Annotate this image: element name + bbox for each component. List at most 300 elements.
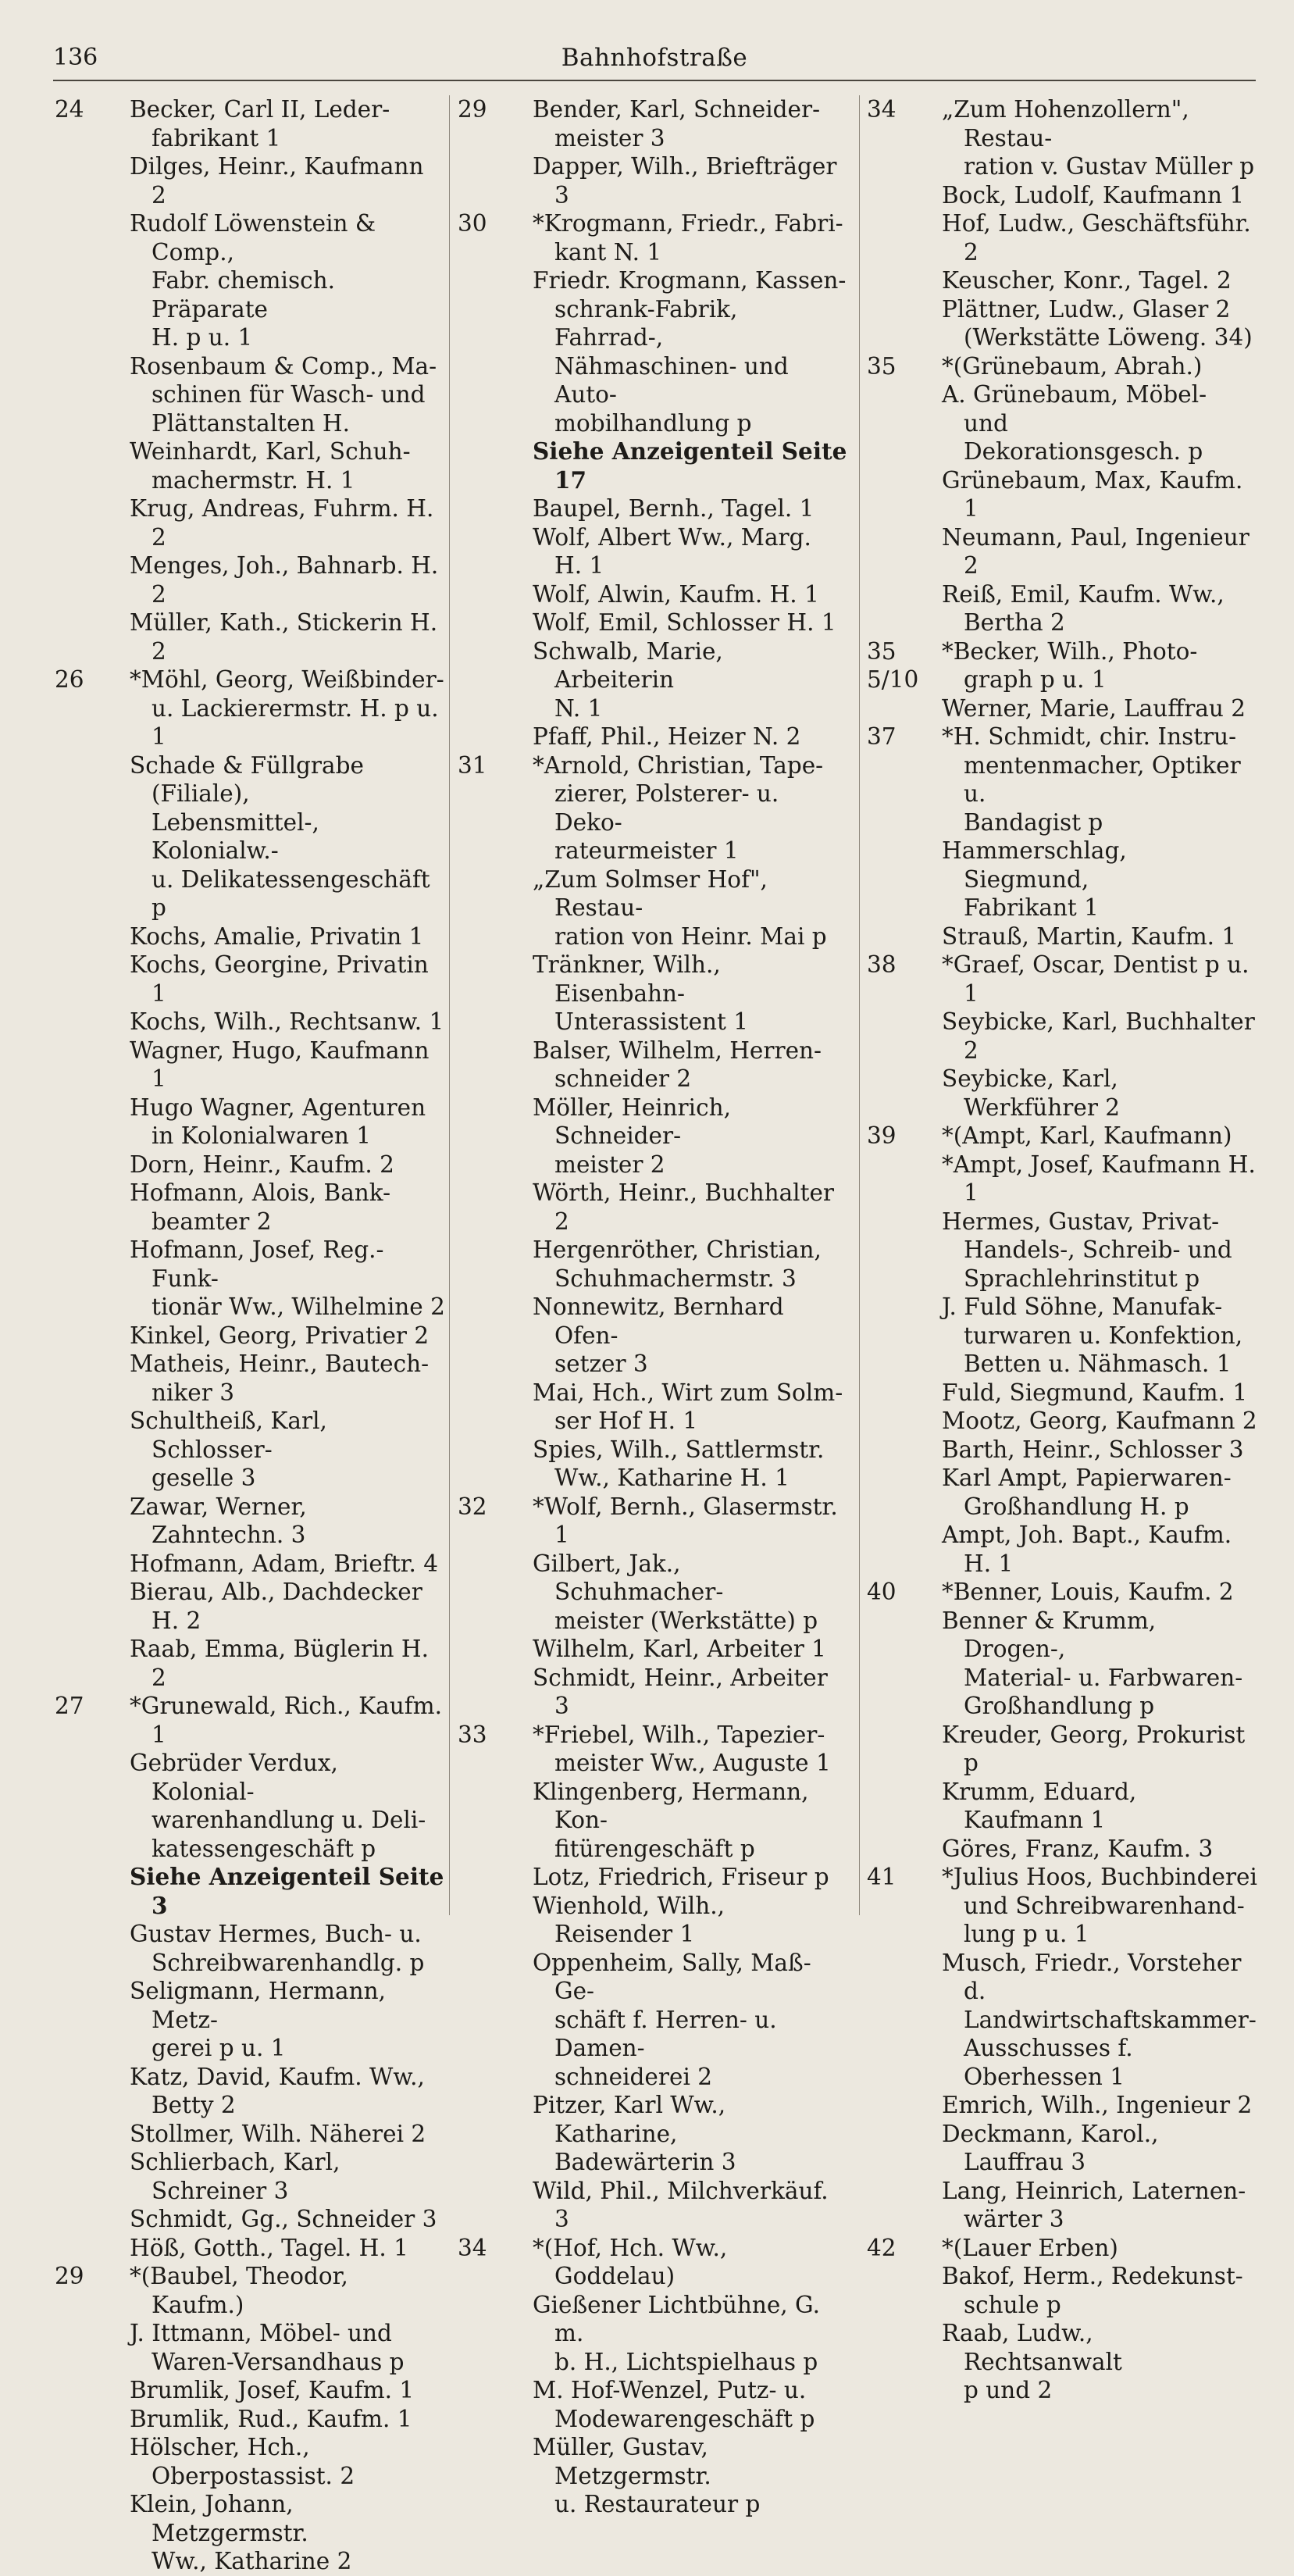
directory-entry xyxy=(867,295,1257,324)
entry-text: Wienhold, Wilh., Reisender 1 xyxy=(533,1892,725,1947)
directory-entry xyxy=(55,2120,445,2149)
directory-entry xyxy=(55,1122,445,1151)
directory-entry xyxy=(458,1436,848,1465)
entry-text: Modewarengeschäft p xyxy=(554,2405,815,2432)
directory-entry xyxy=(867,2091,1257,2120)
entry-text: Hofmann, Alois, Bank- xyxy=(130,1179,391,1206)
entry-text: Schultheiß, Karl, Schlosser- xyxy=(130,1408,327,1463)
entry-text: Mai, Hch., Wirt zum Solm- xyxy=(533,1379,843,1406)
house-number: 40 xyxy=(867,1579,897,1605)
entry-text: Seligmann, Hermann, Metz- xyxy=(130,1978,386,2033)
entry-text: *H. Schmidt, chir. Instru- xyxy=(942,723,1237,750)
directory-entry xyxy=(867,1835,1257,1864)
entry-text: *Friebel, Wilh., Tapezier- xyxy=(533,1721,825,1748)
entry-text: Betten u. Nähmasch. 1 xyxy=(964,1350,1232,1377)
directory-entry xyxy=(458,1036,848,1065)
entry-text: ser Hof H. 1 xyxy=(554,1408,698,1434)
directory-entry xyxy=(55,95,445,124)
entry-text: Fabrikant 1 xyxy=(964,894,1099,921)
entry-text: Matheis, Heinr., Bautech- xyxy=(130,1350,430,1377)
house-number: 26 xyxy=(55,666,84,693)
directory-entry xyxy=(55,1208,445,1236)
entry-text: katessengeschäft p xyxy=(152,1835,376,1862)
directory-entry xyxy=(55,2148,445,2205)
directory-entry xyxy=(867,2291,1257,2320)
entry-text: Brumlik, Josef, Kaufm. 1 xyxy=(130,2377,415,2403)
entry-text: warenhandlung u. Deli- xyxy=(152,1807,426,1833)
directory-entry xyxy=(458,1493,848,1550)
entry-text: tionär Ww., Wilhelmine 2 xyxy=(152,1293,445,1320)
directory-entry xyxy=(867,2006,1257,2035)
directory-entry xyxy=(867,1721,1257,1778)
directory-entry xyxy=(458,751,848,780)
directory-entry xyxy=(55,2262,445,2319)
entry-text: p und 2 xyxy=(964,2377,1053,2403)
directory-entry xyxy=(867,1920,1257,1949)
directory-entry xyxy=(55,1806,445,1835)
entry-text: Wolf, Emil, Schlosser H. 1 xyxy=(533,609,836,636)
entry-text: Dorn, Heinr., Kaufm. 2 xyxy=(130,1151,394,1178)
entry-text: in Kolonialwaren 1 xyxy=(152,1122,372,1149)
entry-text: Menges, Joh., Bahnarb. H. 2 xyxy=(130,552,439,608)
entry-text: Bender, Karl, Schneider- xyxy=(533,96,821,123)
entry-text: Hofmann, Josef, Reg.-Funk- xyxy=(130,1236,384,1292)
directory-entry xyxy=(458,2490,848,2519)
entry-text: kant N. 1 xyxy=(554,238,662,266)
entry-text: Bock, Ludolf, Kaufmann 1 xyxy=(942,181,1245,209)
directory-entry xyxy=(867,1122,1257,1151)
directory-entry xyxy=(867,1379,1257,1408)
entry-text: Handels-, Schreib- und xyxy=(964,1236,1232,1263)
column-divider xyxy=(449,95,450,1915)
entry-text: Gilbert, Jak., Schuhmacher- xyxy=(533,1550,724,1605)
directory-entry xyxy=(867,1949,1257,2006)
entry-text: mobilhandlung p xyxy=(554,409,752,437)
directory-entry xyxy=(55,1550,445,1579)
entry-text: Ww., Katharine H. 1 xyxy=(554,1465,790,1491)
entry-text: *(Lauer Erben) xyxy=(942,2234,1118,2261)
directory-entry xyxy=(458,2148,848,2177)
entry-text: Sprachlehrinstitut p xyxy=(964,1265,1200,1292)
directory-entry xyxy=(867,1436,1257,1465)
directory-entry xyxy=(867,2376,1257,2405)
directory-entry xyxy=(867,2234,1257,2263)
entry-text: Fuld, Siegmund, Kaufm. 1 xyxy=(942,1379,1248,1406)
entry-text: Werner, Marie, Lauffrau 2 xyxy=(942,694,1246,722)
directory-entry xyxy=(458,865,848,922)
entry-text: Schmidt, Gg., Schneider 3 xyxy=(130,2206,437,2232)
entry-text: Müller, Gustav, Metzgermstr. xyxy=(533,2434,711,2489)
directory-entry xyxy=(867,837,1257,894)
directory-entry xyxy=(458,1464,848,1493)
entry-text: Fabr. chemisch. Präparate xyxy=(152,267,335,323)
entry-text: Dekorationsgesch. p xyxy=(964,438,1203,465)
directory-entry xyxy=(458,1835,848,1864)
house-number: 29 xyxy=(458,96,487,123)
entry-text: Benner & Krumm, Drogen-, xyxy=(942,1607,1157,1662)
directory-entry xyxy=(55,922,445,951)
directory-entry xyxy=(867,1008,1257,1065)
entry-text: Reiß, Emil, Kaufm. Ww., xyxy=(942,580,1224,608)
entry-text: J. Ittmann, Möbel- und xyxy=(130,2320,392,2346)
directory-entry xyxy=(55,1493,445,1550)
directory-entry xyxy=(867,1578,1257,1607)
directory-entry xyxy=(458,494,848,523)
house-number: 41 xyxy=(867,1864,897,1890)
directory-entry xyxy=(55,1322,445,1350)
directory-entry xyxy=(55,1008,445,1036)
entry-text: meister Ww., Auguste 1 xyxy=(554,1750,831,1776)
entry-text: meister (Werkstätte) p xyxy=(554,1607,818,1634)
column-3 xyxy=(867,95,1257,2405)
entry-text: *Graef, Oscar, Dentist p u. 1 xyxy=(942,951,1249,1007)
entry-text: Badewärterin 3 xyxy=(554,2149,736,2175)
entry-text: Strauß, Martin, Kaufm. 1 xyxy=(942,922,1237,950)
directory-entry xyxy=(55,2405,445,2434)
entry-text: Hermes, Gustav, Privat- xyxy=(942,1208,1220,1235)
directory-entry xyxy=(867,1293,1257,1322)
entry-text: Dilges, Heinr., Kaufmann 2 xyxy=(130,153,424,209)
house-number: 29 xyxy=(55,2263,84,2289)
entry-text: Dapper, Wilh., Briefträger 3 xyxy=(533,153,837,209)
entry-text: geselle 3 xyxy=(152,1465,256,1491)
entry-text: fabrikant 1 xyxy=(152,124,281,152)
entry-text: Ausschusses f. Oberhessen 1 xyxy=(964,2035,1133,2090)
entry-text: Karl Ampt, Papierwaren- xyxy=(942,1465,1232,1491)
directory-entry xyxy=(458,295,848,352)
directory-entry xyxy=(458,266,848,295)
directory-entry xyxy=(458,1293,848,1350)
directory-entry xyxy=(458,1379,848,1408)
directory-entry xyxy=(458,1236,848,1265)
directory-entry xyxy=(55,1635,445,1692)
directory-entry xyxy=(55,266,445,323)
directory-entry xyxy=(458,1265,848,1293)
entry-text: Kochs, Georgine, Privatin 1 xyxy=(130,951,429,1007)
directory-entry xyxy=(55,1350,445,1379)
directory-entry xyxy=(458,95,848,124)
entry-text: Plättanstalten H. xyxy=(152,409,350,437)
directory-entry xyxy=(867,266,1257,295)
entry-text: Stollmer, Wilh. Näherei 2 xyxy=(130,2120,426,2147)
directory-entry xyxy=(867,181,1257,210)
entry-text: zierer, Polsterer- u. Deko- xyxy=(554,780,779,836)
directory-entry xyxy=(458,152,848,209)
directory-entry xyxy=(867,2177,1257,2206)
entry-text: Wörth, Heinr., Buchhalter 2 xyxy=(533,1179,835,1235)
column-1 xyxy=(55,95,445,2576)
entry-text: Hofmann, Adam, Brieftr. 4 xyxy=(130,1550,439,1577)
entry-text: Krumm, Eduard, Kaufmann 1 xyxy=(942,1778,1137,1833)
directory-entry xyxy=(55,1179,445,1208)
directory-entry xyxy=(55,323,445,352)
entry-text: Krug, Andreas, Fuhrm. H. 2 xyxy=(130,495,434,551)
directory-entry xyxy=(458,2091,848,2148)
directory-entry xyxy=(867,1607,1257,1664)
directory-entry xyxy=(867,209,1257,266)
directory-entry xyxy=(55,1749,445,1806)
entry-text: *Wolf, Bernh., Glasermstr. 1 xyxy=(533,1493,838,1548)
entry-text: Landwirtschaftskammer- xyxy=(964,2006,1257,2033)
directory-entry xyxy=(458,1721,848,1750)
entry-text: Neumann, Paul, Ingenieur 2 xyxy=(942,523,1249,579)
entry-text: u. Restaurateur p xyxy=(554,2491,761,2517)
directory-entry xyxy=(458,2234,848,2291)
entry-text: Weinhardt, Karl, Schuh- xyxy=(130,438,411,465)
entry-text: Höß, Gotth., Tagel. H. 1 xyxy=(130,2234,408,2261)
house-number: 37 xyxy=(867,723,897,750)
entry-text: Hof, Ludw., Geschäftsführ. 2 xyxy=(942,210,1251,266)
entry-text: Bertha 2 xyxy=(964,609,1065,636)
directory-entry xyxy=(55,1578,445,1635)
directory-entry xyxy=(458,2063,848,2092)
column-2 xyxy=(458,95,848,2519)
column-divider xyxy=(859,95,860,1915)
entry-text: Lotz, Friedrich, Friseur p xyxy=(533,1864,829,1890)
house-number: 30 xyxy=(458,210,487,237)
directory-entry xyxy=(458,1008,848,1036)
entry-text: graph p u. 1 xyxy=(964,666,1107,693)
directory-entry xyxy=(55,808,445,865)
entry-text: machermstr. H. 1 xyxy=(152,466,355,494)
entry-text: Grünebaum, Max, Kaufm. 1 xyxy=(942,466,1243,522)
directory-entry xyxy=(55,152,445,209)
entry-text: ration v. Gustav Müller p xyxy=(964,153,1255,180)
directory-entry xyxy=(55,2433,445,2490)
entry-text: Deckmann, Karol., Lauffrau 3 xyxy=(942,2120,1159,2175)
directory-entry xyxy=(867,2262,1257,2291)
directory-entry xyxy=(55,1036,445,1094)
entry-text: Wild, Phil., Milchverkäuf. 3 xyxy=(533,2177,829,2232)
entry-text: fitürengeschäft p xyxy=(554,1835,755,1862)
directory-entry xyxy=(867,751,1257,808)
directory-entry xyxy=(55,2319,445,2348)
entry-text: gerei p u. 1 xyxy=(152,2035,286,2061)
entry-text: Hugo Wagner, Agenturen xyxy=(130,1094,426,1121)
entry-text: Großhandlung H. p xyxy=(964,1493,1189,1520)
entry-text: *Arnold, Christian, Tape- xyxy=(533,751,824,779)
directory-entry xyxy=(458,2433,848,2490)
entry-text: Göres, Franz, Kaufm. 3 xyxy=(942,1835,1214,1862)
directory-entry xyxy=(458,352,848,409)
directory-entry xyxy=(867,523,1257,580)
entry-text: Mootz, Georg, Kaufmann 2 xyxy=(942,1408,1257,1434)
directory-entry xyxy=(458,2348,848,2377)
entry-text: H. 1 xyxy=(554,552,604,579)
entry-text: Brumlik, Rud., Kaufm. 1 xyxy=(130,2405,412,2432)
entry-text: Katz, David, Kaufm. Ww., xyxy=(130,2063,425,2090)
directory-entry xyxy=(55,466,445,495)
directory-entry xyxy=(55,551,445,608)
directory-entry xyxy=(458,922,848,951)
house-number: 38 xyxy=(867,951,897,978)
directory-entry xyxy=(458,1151,848,1179)
entry-text: Spies, Wilh., Sattlermstr. xyxy=(533,1436,825,1463)
house-number: 31 xyxy=(458,751,487,779)
directory-entry xyxy=(458,1065,848,1094)
directory-entry xyxy=(55,1464,445,1493)
directory-entry xyxy=(867,2120,1257,2177)
entry-text: ration von Heinr. Mai p xyxy=(554,922,827,950)
entry-text: *Becker, Wilh., Photo- xyxy=(942,637,1198,665)
directory-entry xyxy=(867,1493,1257,1522)
entry-text: schneiderei 2 xyxy=(554,2063,713,2090)
entry-text: Schade & Füllgrabe (Filiale), xyxy=(130,751,364,807)
entry-text: mentenmacher, Optiker u. xyxy=(964,751,1241,807)
directory-entry xyxy=(867,1521,1257,1578)
entry-text: Schwalb, Marie, Arbeiterin xyxy=(533,637,723,693)
entry-text: Pitzer, Karl Ww., Katharine, xyxy=(533,2092,726,2147)
entry-text: Keuscher, Konr., Tagel. 2 xyxy=(942,267,1232,294)
entry-text: Oppenheim, Sally, Maß-Ge- xyxy=(533,1949,811,2004)
directory-entry xyxy=(55,409,445,438)
directory-entry xyxy=(55,1692,445,1749)
entry-text: Wilhelm, Karl, Arbeiter 1 xyxy=(533,1636,826,1662)
directory-entry xyxy=(55,2234,445,2263)
entry-text: Seybicke, Karl, Buchhalter 2 xyxy=(942,1008,1255,1064)
entry-text: Tränkner, Wilh., Eisenbahn- xyxy=(533,951,721,1007)
directory-entry xyxy=(55,2348,445,2377)
directory-entry xyxy=(867,1265,1257,1293)
entry-text: Becker, Carl II, Leder- xyxy=(130,96,390,123)
directory-entry xyxy=(458,124,848,153)
directory-entry xyxy=(55,1379,445,1408)
directory-entry xyxy=(458,2177,848,2234)
entry-text: Schuhmachermstr. 3 xyxy=(554,1265,797,1292)
entry-text: A. Grünebaum, Möbel- und xyxy=(942,381,1207,437)
page-number: 136 xyxy=(53,44,98,71)
entry-text: Lang, Heinrich, Laternen- xyxy=(942,2177,1246,2204)
entry-text: Gießener Lichtbühne, G. m. xyxy=(533,2291,820,2346)
entry-text: Rudolf Löwenstein & Comp., xyxy=(130,210,376,266)
entry-text: Seybicke, Karl, Werkführer 2 xyxy=(942,1065,1121,1121)
entry-text: niker 3 xyxy=(152,1379,235,1406)
directory-entry xyxy=(458,209,848,238)
entry-text: Baupel, Bernh., Tagel. 1 xyxy=(533,495,815,522)
entry-text: u. Delikatessengeschäft p xyxy=(152,865,430,921)
directory-entry xyxy=(867,1692,1257,1721)
directory-entry xyxy=(55,951,445,1008)
entry-text: Raab, Ludw., Rechtsanwalt xyxy=(942,2320,1122,2375)
entry-text: Musch, Friedr., Vorsteher d. xyxy=(942,1949,1242,2004)
directory-entry xyxy=(55,2547,445,2576)
entry-text: N. 1 xyxy=(554,694,603,722)
directory-entry xyxy=(458,2291,848,2348)
entry-text: schneider 2 xyxy=(554,1065,692,1092)
directory-entry xyxy=(55,1977,445,2034)
directory-entry xyxy=(55,865,445,922)
directory-entry xyxy=(458,1179,848,1236)
entry-text: Bandagist p xyxy=(964,808,1103,836)
entry-text: meister 2 xyxy=(554,1151,665,1178)
entry-text: Unterassistent 1 xyxy=(554,1008,749,1035)
directory-entry xyxy=(867,808,1257,837)
entry-text: Bierau, Alb., Dachdecker H. 2 xyxy=(130,1579,422,1634)
directory-entry xyxy=(867,2205,1257,2234)
directory-entry xyxy=(55,1835,445,1864)
directory-entry xyxy=(867,922,1257,951)
entry-text: Kochs, Wilh., Rechtsanw. 1 xyxy=(130,1008,444,1035)
entry-text: Müller, Kath., Stickerin H. 2 xyxy=(130,609,438,665)
entry-text: rateurmeister 1 xyxy=(554,837,739,864)
house-number: 34 xyxy=(867,96,897,123)
directory-entry xyxy=(458,1094,848,1151)
directory-entry xyxy=(867,1664,1257,1693)
directory-entry xyxy=(867,951,1257,1008)
entry-text: Material- u. Farbwaren- xyxy=(964,1664,1243,1691)
entry-text: Klingenberg, Hermann, Kon- xyxy=(533,1778,809,1833)
house-number: 42 xyxy=(867,2234,897,2261)
directory-entry xyxy=(55,1407,445,1464)
directory-entry xyxy=(867,694,1257,723)
entry-text: M. Hof-Wenzel, Putz- u. xyxy=(533,2377,807,2403)
entry-text: Möller, Heinrich, Schneider- xyxy=(533,1094,731,1149)
directory-entry xyxy=(867,1778,1257,1835)
entry-text: (Werkstätte Löweng. 34) xyxy=(964,324,1253,351)
house-number: 24 xyxy=(55,96,84,123)
entry-text: Siehe Anzeigenteil Seite 3 xyxy=(130,1863,444,1919)
entry-text: Schmidt, Heinr., Arbeiter 3 xyxy=(533,1664,828,1719)
entry-text: Schlierbach, Karl, Schreiner 3 xyxy=(130,2149,340,2204)
directory-entry xyxy=(458,409,848,438)
directory-entry xyxy=(55,1293,445,1322)
entry-text: „Zum Hohenzollern", Restau- xyxy=(942,96,1189,152)
entry-text: Hammerschlag, Siegmund, xyxy=(942,837,1127,893)
directory-entry xyxy=(458,238,848,267)
entry-text: *Julius Hoos, Buchbinderei xyxy=(942,1864,1257,1890)
entry-text: u. Lackierermstr. H. p u. 1 xyxy=(152,694,439,750)
directory-entry xyxy=(55,352,445,381)
directory-entry xyxy=(458,1664,848,1721)
entry-text: Nähmaschinen- und Auto- xyxy=(554,352,789,408)
directory-entry xyxy=(55,124,445,153)
directory-entry xyxy=(458,1550,848,1607)
directory-entry xyxy=(458,551,848,580)
entry-text: *Benner, Louis, Kaufm. 2 xyxy=(942,1579,1234,1605)
directory-entry xyxy=(867,1863,1257,1892)
entry-text: Barth, Heinr., Schlosser 3 xyxy=(942,1436,1244,1463)
directory-entry xyxy=(867,95,1257,152)
directory-entry xyxy=(867,1407,1257,1436)
directory-entry xyxy=(867,1350,1257,1379)
directory-entry xyxy=(867,152,1257,181)
house-number: 27 xyxy=(55,1693,84,1719)
entry-text: *(Ampt, Karl, Kaufmann) xyxy=(942,1122,1232,1149)
page-header xyxy=(53,44,1256,83)
directory-entry xyxy=(458,1407,848,1436)
entry-text: Bakof, Herm., Redekunst- xyxy=(942,2263,1243,2289)
entry-text: Pfaff, Phil., Heizer N. 2 xyxy=(533,723,801,750)
house-number: 35 xyxy=(867,352,897,380)
directory-entry xyxy=(867,352,1257,381)
entry-text: Rosenbaum & Comp., Ma- xyxy=(130,352,437,380)
directory-entry xyxy=(867,323,1257,352)
entry-text: Balser, Wilhelm, Herren- xyxy=(533,1036,822,1064)
entry-text: Nonnewitz, Bernhard Ofen- xyxy=(533,1293,784,1349)
entry-text: beamter 2 xyxy=(152,1208,272,1235)
directory-entry xyxy=(55,209,445,266)
running-title: Bahnhofstraße xyxy=(561,44,748,72)
directory-entry xyxy=(867,1322,1257,1350)
directory-entry xyxy=(55,2034,445,2063)
directory-entry xyxy=(458,694,848,723)
directory-entry xyxy=(55,2205,445,2234)
entry-text: *(Grünebaum, Abrah.) xyxy=(942,352,1203,380)
directory-entry xyxy=(55,1151,445,1179)
entry-text: und Schreibwarenhand- xyxy=(964,1892,1245,1919)
directory-entry xyxy=(867,1151,1257,1208)
entry-text: Plättner, Ludw., Glaser 2 xyxy=(942,295,1231,323)
